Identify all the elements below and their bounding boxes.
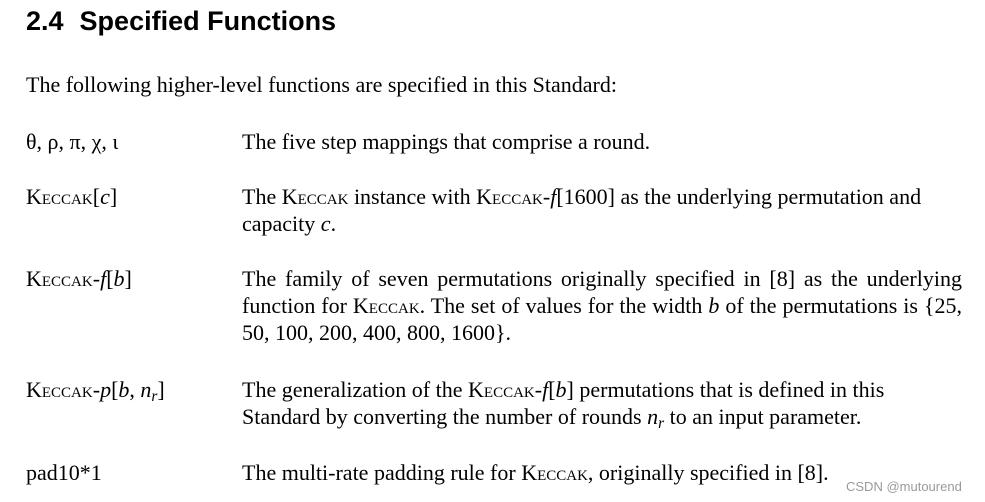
definition-term: θ, ρ, π, χ, ι bbox=[26, 129, 119, 154]
watermark: CSDN @mutourend bbox=[846, 479, 962, 494]
definition-description: The five step mappings that comprise a round. bbox=[242, 129, 651, 154]
definition-description: The generalization of the Keccak-f[b] permutations that is defined in this Standard by converting the number of rounds $n_r$ to an input parameter. bbox=[242, 377, 885, 432]
definition-term: pad10*1 bbox=[26, 460, 102, 485]
definition-term: Keccak-p[b, $n_r$] bbox=[26, 377, 165, 405]
section-title: Specified Functions bbox=[79, 6, 337, 36]
definition-term: Keccak[c] bbox=[26, 184, 118, 209]
definition-description: The family of seven permutations originally specified in [8] as the underlying function for Keccak. The set of values for the width b of the permutations is {25, 50, 100, 200, 400, 800, 1600}. bbox=[242, 266, 963, 345]
definition-description: The multi-rate padding rule for Keccak, originally specified in [8]. bbox=[242, 460, 829, 485]
definition-term: Keccak-f[b] bbox=[26, 266, 132, 291]
section-number: 2.4 bbox=[26, 6, 64, 36]
section-heading bbox=[26, 3, 336, 39]
intro-paragraph: The following higher-level functions are specified in this Standard: bbox=[26, 72, 617, 97]
definition-description: The Keccak instance with Keccak-f[1600] as the underlying permutation and capacity c. bbox=[242, 184, 922, 236]
